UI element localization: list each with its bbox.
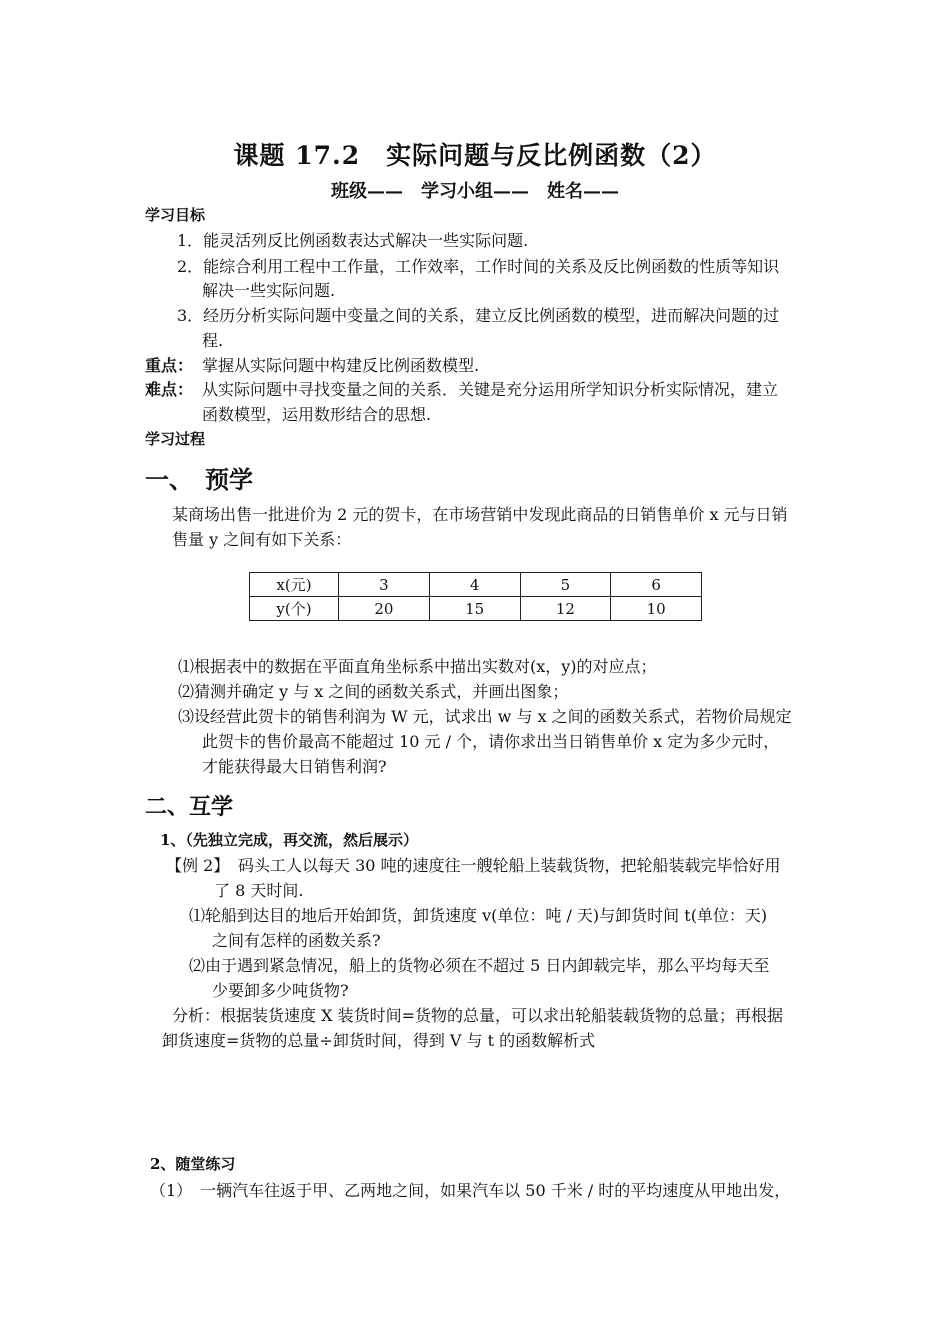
process-heading: 学习过程 [145,430,206,448]
difficulty-label: 难点： [145,380,194,399]
key-point-text: 掌握从实际问题中构建反比例函数模型. [202,356,480,375]
section-2-heading: 二、互学 [145,794,234,820]
section-1-question-line: 此贺卡的售价最高不能超过 10 元 / 个，请你求出当日销售单价 x 定为多少元时， [202,732,780,751]
table-cell: 12 [520,597,611,621]
table-cell: 6 [611,573,702,597]
table-cell: y(个) [250,597,339,621]
difficulty-line: 从实际问题中寻找变量之间的关系．关键是充分运用所学知识分析实际情况，建立 [202,380,779,399]
table-cell: 4 [429,573,520,597]
table-cell: 10 [611,597,702,621]
example-question-line: 少要卸多少吨货物? [212,981,349,1000]
objective-line: 1．能灵活列反比例函数表达式解决一些实际问题. [177,231,529,250]
section-1-heading: 一、 预学 [145,465,253,494]
objectives-heading: 学习目标 [145,206,206,224]
table-cell: 20 [339,597,430,621]
example-question-line: ⑵由于遇到紧急情况，船上的货物必须在不超过 5 日内卸载完毕，那么平均每天至 [189,956,770,975]
table-row [250,597,702,621]
table-row [250,573,702,597]
key-point-label: 重点： [145,356,194,375]
section-1-intro-line: 某商场出售一批进价为 2 元的贺卡，在市场营销中发现此商品的日销售单价 x 元与日销 [172,505,788,524]
table-cell: 15 [429,597,520,621]
table-cell: 5 [520,573,611,597]
analysis-line: 分析：根据装货速度 X 装货时间=货物的总量，可以求出轮船装载货物的总量；再根据 [172,1006,783,1025]
objective-line: 解决一些实际问题. [202,281,336,300]
part-2-heading: 2、随堂练习 [150,1155,236,1173]
analysis-line: 卸货速度=货物的总量÷卸货时间，得到 V 与 t 的函数解析式 [162,1031,596,1050]
table-cell: 3 [339,573,430,597]
objective-line: 3．经历分析实际问题中变量之间的关系，建立反比例函数的模型，进而解决问题的过 [177,306,780,325]
table-cell: x(元) [250,573,339,597]
example-line: 码头工人以每天 30 吨的速度往一艘轮船上装载货物，把轮船装载完毕恰好用 [238,856,781,875]
part-1-heading: 1、（先独立完成，再交流，然后展示） [160,831,418,849]
difficulty-line: 函数模型，运用数形结合的思想. [202,405,432,424]
example-question-line: ⑴轮船到达目的地后开始卸货，卸货速度 v(单位：吨 / 天)与卸货时间 t(单位：天) [189,906,768,925]
practice-question-line: （1） 一辆汽车往返于甲、乙两地之间，如果汽车以 50 千米 / 时的平均速度从甲地出发， [150,1181,791,1200]
example-label: 【例 2】 [166,856,230,875]
section-1-question-line: ⑵猜测并确定 y 与 x 之间的函数关系式，并画出图象； [178,682,569,701]
section-1-question-line: ⑴根据表中的数据在平面直角坐标系中描出实数对(x，y)的对应点； [178,657,657,676]
section-1-question-line: 才能获得最大日销售利润? [202,757,387,776]
student-info-line: 班级—— 学习小组—— 姓名—— [331,181,619,202]
section-1-question-line: ⑶设经营此贺卡的销售利润为 W 元，试求出 w 与 x 之间的函数关系式，若物价局规定 [178,707,792,726]
price-sales-table [249,572,702,621]
example-line: 了 8 天时间. [214,881,304,900]
example-question-line: 之间有怎样的函数关系? [212,931,381,950]
objective-line: 2．能综合利用工程中工作量，工作效率，工作时间的关系及反比例函数的性质等知识 [177,257,780,276]
page-title: 课题 17.2 实际问题与反比例函数（2） [233,141,717,170]
section-1-intro-line: 售量 y 之间有如下关系： [172,530,352,549]
objective-line: 程. [202,331,224,350]
